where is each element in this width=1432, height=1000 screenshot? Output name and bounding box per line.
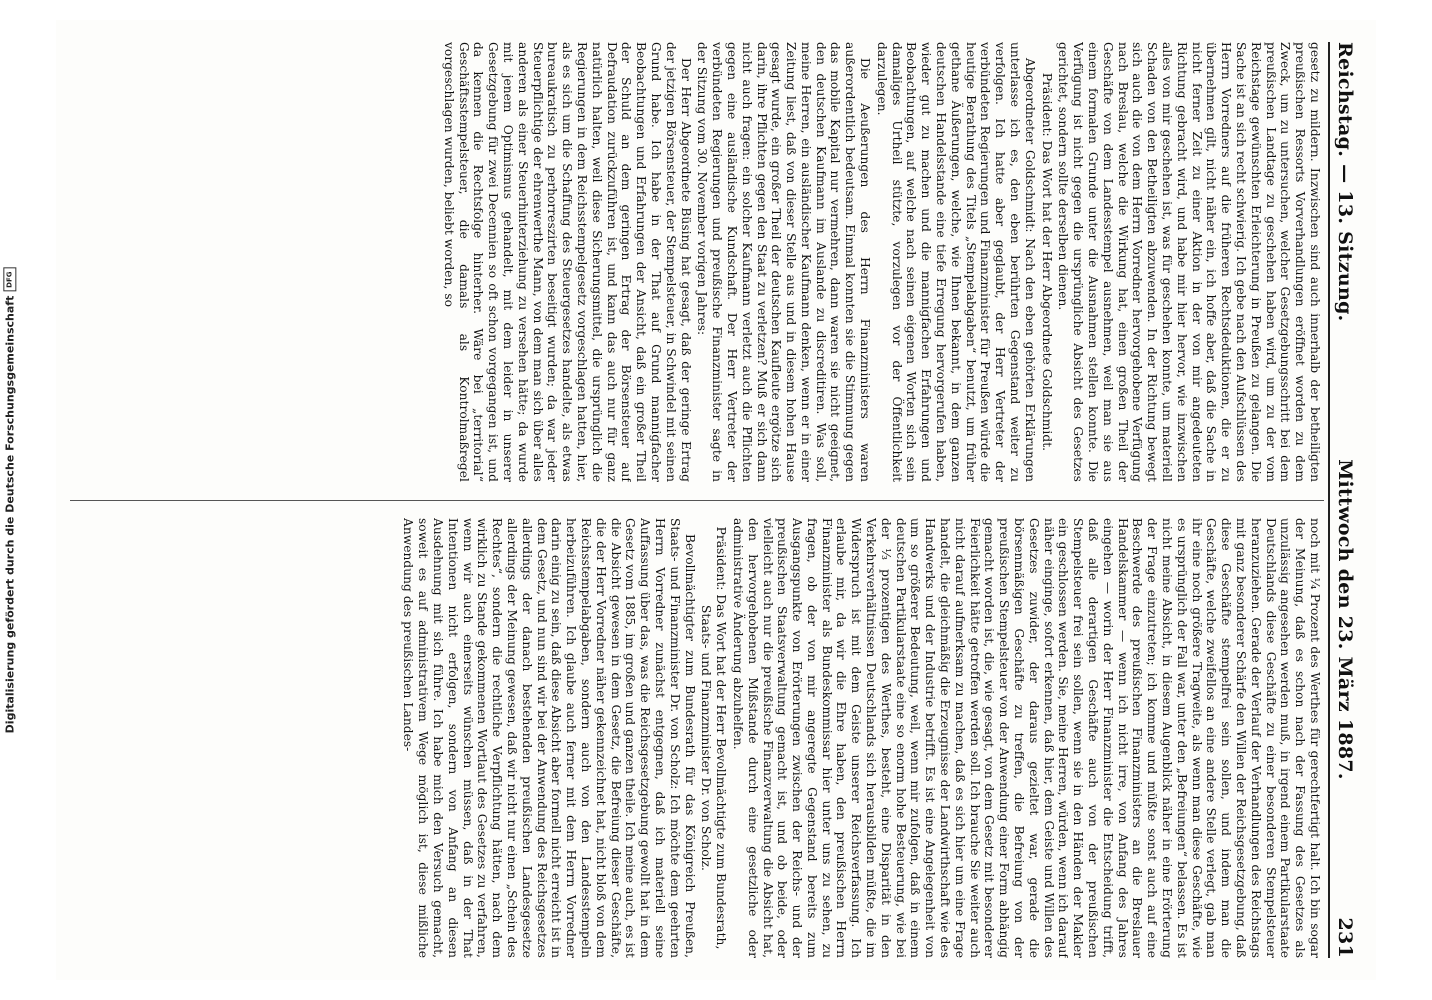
paragraph: noch mit ¼ Prozent des Werthes für gerechtfertigt halt. Ich bin sogar der Meinung, daß es schon nach der Fassung des Gesetzes als unzulässig angesehen werden muß, in irgend einem Partikularstaate Deutschlands diese Geschäfte zu einer besonderen Stempelsteuer heranzuziehen. Gerade der Verlauf der Verhandlungen des Reichstags mit ganz besonderer Schärfe den Willen der Reichsgesetzgebung, daß diese Geschäfte stempelfrei sein sollen, und indem man die Geschäfte, welche zweifellos an eine andere Stelle verlegt, gab man ihr eine noch größere Tragweite, als wenn man diese Geschäfte, wie es ursprünglich der Fall war, unter den „Befreiungen“ belassen. Es ist nicht meine Absicht, in diesem Augenblick näher in eine Erörterung der Frage einzutreten; ich komme und müßte sonst auch auf eine Beschwerde des preußischen Finanzministers an die Breslauer Handelskammer — wenn ich nicht irre, von Anfang des Jahres eingehen — worin der Herr Finanzminister die Entscheidung trifft, daß alle derartigen Geschäfte auch von der preußischen Stempelsteuer frei sein sollen, wenn sie in den Händen der Makler ein geschlossen werden. Sie, meine Herren, würden, wenn ich darauf näher einginge, sofort erkennen, daß hier, dem Geiste und Willen des Gesetzes zuwider, der daraus gezieltet war, gerade die börsenmäßigen Geschäfte zu treffen, die Befreiung von der preußischen Stempelsteuer von der Anwendung einer Form abhängig gemacht worden ist, die, wie gesagt, von dem Gesetz mit besonderer Feierlichkeit hätte getroffen werden soll. Ich brauche Sie weiter auch nicht darauf aufmerksam zu machen, daß es sich hier um eine Frage handelt, die gleichmäßig die Erzeugnisse der Landwirthschaft wie des Handwerks und der Industrie betrifft. Es ist eine Angelegenheit von um so größerer Bedeutung, weil, wenn mir zufolgen, daß in einem deutschen Partikularstaate eine so enorm hohe Besteuerung, wie bei der ⅓ prozentigen des Werthes, besteht, eine Disparität in den Verkehrsverhältnissen Deutschlands sich herausbilden müßte, die im Widerspruch ist mit dem Geiste unserer Reichsverfassung. Ich erlaube mir, da wir die Ehre haben, den preußischen Herrn Finanzminister als Bundeskommissar hier unter uns zu sehen, zu fragen, ob der von mir angeregte Gegenstand bereits zum Ausgangspunkte von Erörterungen zwischen der Reichs- und der preußischen Staatsverwaltung gemacht ist, und ob beide, oder vielleicht auch nur die preußische Finanzverwaltung die Absicht hat, den hervorgehobenen Mißstande durch eine gesetzliche oder administrative Änderung abzuhelfen. xyxy=(730,518,1322,958)
paragraph: Bevollmächtigter zum Bundesrath für das Königreich Preußen, Staats- und Finanzminister Dr. von Scholz: Ich möchte dem geehrten Herrn Vorredner zunächst entgegnen, daß ich materiell seine Auffassung über das, was die Reichsgesetzgebung gewollt hat in dem Gesetz vom 1885, im großen und ganzen theile. Ich meine auch, es ist die Absicht gewesen in dem Gesetz, die Befreiung dieser Geschäfte, die der Herr Vorredner näher gekennzeichnet hat, nicht bloß von dem Reichsstempelabgaben, sondern auch von den Landesstempeln herbeizuführen. Ich glaube auch ferner mit dem Herrn Vorredner darin einig zu sein, daß diese Absicht aber formell nicht erreicht ist in dem Gesetz, und nun sind wir bei der Anwendung des Reichsgesetzes allerdings der danach bestehenden preußischen Landesgesetze allerdings der Meinung gewesen, daß wir nicht nur einen „Schein des Rechtes“, sondern die rechtliche Verpflichtung hätten, nach dem wirklich zu Stande gekommenen Wortlaut des Gesetzes zu verfahren, wenn wir auch einerseits wünschen müssen, daß in der That Intentionen nicht erfolgen, sondern von Anfang an diesen Ausdehnung mit sich führe. Ich habe mich den Versuch gemacht, soweit es auf administrativem Wege möglich ist, diese mißliche Anwendung des preußischen Landes- xyxy=(401,518,697,958)
column-divider xyxy=(70,500,1324,501)
left-column xyxy=(70,42,1322,482)
speaker-line: Präsident: Das Wort hat der Herr Bevollmächtigte zum Bundesrath, Staats- und Finanzminister Dr. von Scholz. xyxy=(699,526,729,950)
paragraph: Die Aeußerungen des Herrn Finanzministers waren außerordentlich bedeutsam. Einmal konnten sie die Stimmung gegen das mobile Kapital nur vermehren, dann waren sie nicht geeignet, den deutschen Kaufmann im Auslande zu discreditiren. Was soll, meine Herren, ein ausländischer Kaufmann denken, wenn er in einer Zeitung liest, daß von dieser Stelle aus und in diesem hohen Hause gesagt wurde, ein großer Theil der deutschen Kaufleute ergötze sich darin, ihre Pflichten gegen den Staat zu verletzen? Muß er sich dann nicht auch fragen: ein solcher Kaufmann verletzt auch die Pflichten gegen eine ausländische Kundschaft. Der Herr Vertreter der verbündeten Regierungen und preußische Finanzminister sagte in der Sitzung vom 30. November vorigen Jahres: xyxy=(695,42,873,482)
header-date: Mittwoch den 23. März 1887. xyxy=(1334,459,1356,780)
credit-text: Digitalisierung gefördert durch die Deutsche Forschungsgemeinschaft xyxy=(3,295,17,733)
digitization-credit xyxy=(2,18,18,982)
dfg-logo-icon: DFG xyxy=(4,267,17,291)
page-header xyxy=(1334,42,1360,958)
speaker-line: Präsident: Das Wort hat der Herr Abgeordnete Goldschmidt. xyxy=(1039,72,1054,452)
header-rule xyxy=(1328,42,1330,958)
header-left: Reichstag. — 13. Sitzung. xyxy=(1334,42,1356,322)
newspaper-page xyxy=(56,20,1376,980)
right-column xyxy=(70,518,1322,958)
paragraph: Der Herr Abgeordnete Büsing hat gesagt, daß der geringe Ertrag der jetzigen Börsensteuer, der Stempelsteuer, in Schwindel mit seinen Grund habe. Ich habe in der That auf Grund mannigfacher Beobachtungen und Erfahrungen der Ansicht, daß ein großer Theil der Schuld an dem geringen Ertrag der Börsensteuer auf Defraudation zurückzuführen ist, und kann das auch nur für ganz natürlich halten, weil diese Sicherungsmittel, die ursprünglich die Regierungen in dem Reichsstempelgesetz vorgeschlagen hatten, hier, als es sich um die Schaffung des Steuergesetzes handelte, als etwas bureaukratisch zu perhorreszirten beseitigt wurden; da war jeder Steuerpflichtige der ehrenwerthe Mann, von dem man sich über alles anderen als einer Steuerhinterziehung zu versehen hätte; da wurde mit jenem Optimismus gehandelt, mit dem leider in unserer Gesetzgebung für zwei Decennien so oft schon vorgegangen ist, und da kennen die Rechtsfolge hinterher. Wäre bei „territorial“ Geschäftsstempelsteuer, die damals als Kontrolmaßregel vorgeschlagen wurden, beliebt worden, so xyxy=(441,42,693,482)
paragraph: Abgeordneter Goldschmidt: Nach den eben gehörten Erklärungen unterlasse ich es, den eben berührten Gegenstand weiter zu verfolgen. Ich hatte aber geglaubt, der Herr Vertreter der verbündeten Regierungen und Finanzminister für Preußen würde die heutige Berathung des Titels „Stempelabgaben“ benutzt, um früher gethane Äußerungen, welche, wie Ihnen bekannt, in dem ganzen deutschen Handelsstande eine tiefe Erregung hervorgerufen haben, wieder gut zu machen und die mannigfachen Erfahrungen und Beobachtungen, auf welche nach seinen eigenen Worten sich sein damaliges Urtheil stützte, vorzulegen vor der Öffentlichkeit darzulegen. xyxy=(874,42,1037,482)
paragraph: gesetz zu mildern. Inzwischen sind auch innerhalb der betheiligten preußischen Ressorts Vorverhandlungen eröffnet worden zu dem Zweck, um zu untersuchen, welcher Gesetzgebungsschritt bei dem preußischen Landtage zu geschehen haben wird, um zu der vom Reichstage gewünschten Erleichterung in Preußen zu gelangen. Die Sache ist an sich recht schwierig. Ich gebe nach den Aufschlüssen des Herrn Vorredners auf die früheren Rechtsdeduktionen, die er zu übernehmen gilt, nicht näher ein, ich hoffe aber, daß die Sache in nicht ferner Zeit zu einer Aktion in der von mir angedeuteten Richtung gebracht wird, und habe mir hier hervor, wie inzwischen alles von mir geschehen ist, was für geschehen konnte, um materiell Schaden von den Betheiligten abzuwenden. In der Richtung bewegt sich auch die von dem Herrn Vorredner hervorgehobene Verfügung nach Breslau, welche die Wirkung hat, einen großen Theil der Geschäfte von dem Landesstempel ausnehmen, weil man sie aus einem formalen Grunde unter die Ausnahmen stellen konnte. Die Verfügung ist nicht gegen die ursprüngliche Absicht des Gesetzes gerichtet, sondern sollte derselben dienen. xyxy=(1056,42,1322,482)
page-number: 231 xyxy=(1334,917,1356,958)
